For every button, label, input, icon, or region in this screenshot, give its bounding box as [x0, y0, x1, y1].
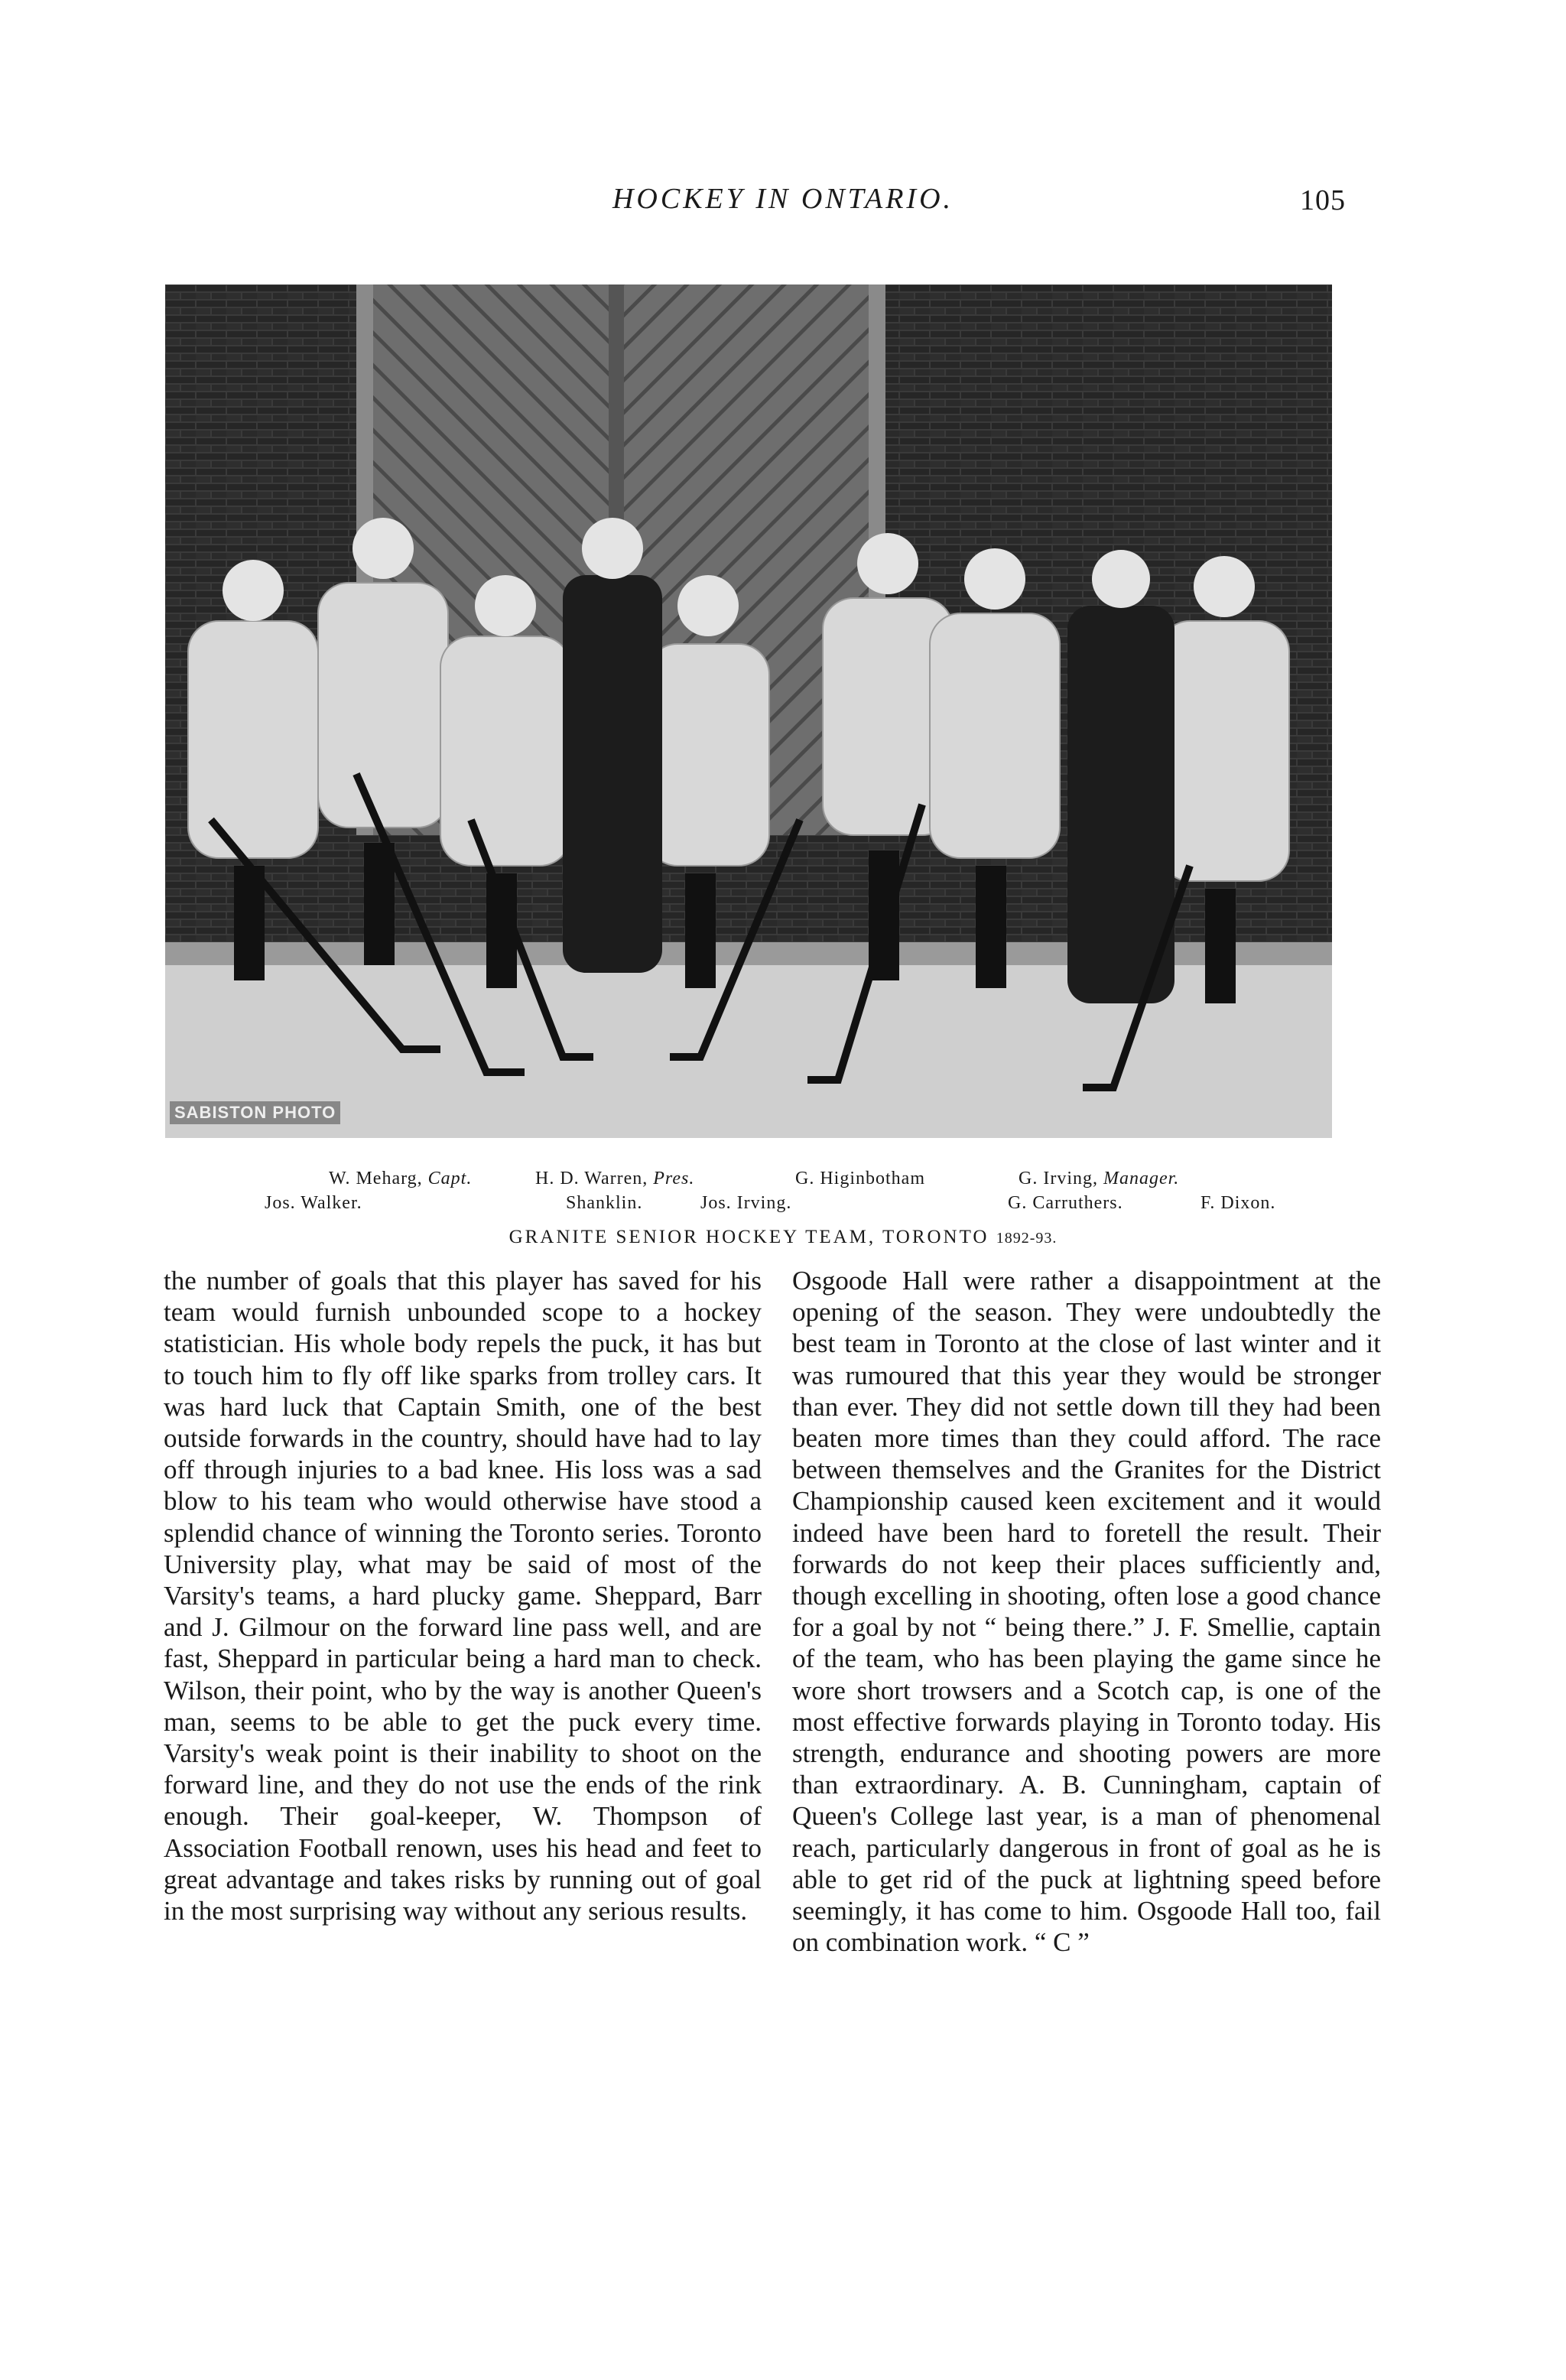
caption-name: Jos. Walker. — [265, 1193, 362, 1213]
left-column — [164, 1265, 762, 1926]
caption-name: G. Irving, Manager. — [1019, 1169, 1180, 1188]
team-photograph — [165, 284, 1332, 1138]
running-head — [0, 176, 1566, 229]
caption-name: G. Higinbotham — [795, 1169, 925, 1188]
page-number: 105 — [1300, 184, 1346, 216]
caption-title: GRANITE SENIOR HOCKEY TEAM, TORONTO 1892-93. — [508, 1227, 1058, 1247]
right-column — [792, 1265, 1381, 1958]
running-title: HOCKEY IN ONTARIO. — [612, 183, 954, 215]
right-column-text: Osgoode Hall were rather a disappointment at the opening of the season. They were undoubtedly the best team in Toronto at the close of last winter and it was rumoured that this year they would be stronger than ever. They did not settle down till they had been beaten more times than they could afford. The race between themselves and the Granites for the District Championship caused keen excitement and it would indeed have been hard to foretell the result. Their forwards do not keep their places sufficiently and, though excelling in shooting, often lose a good chance for a goal by not “ being there.” J. F. Smellie, captain of the team, who has been playing the game since he wore short trowsers and a Scotch cap, is one of the most effective forwards playing in Toronto today. His strength, endurance and shooting powers are more than extraordinary. A. B. Cunningham, captain of Queen's College last year, is a man of phenomenal reach, particularly dangerous in front of goal as he is able to get rid of the puck at lightning speed before seemingly, it has come to him. Osgoode Hall too, fail on combination work. “ C ” — [792, 1266, 1381, 1958]
photograph-illustration — [165, 284, 1332, 1138]
caption-name: Jos. Irving. — [700, 1193, 792, 1213]
left-column-text: the number of goals that this player has saved for his team would furnish unbounded scope to a hockey statistician. His whole body repels the puck, it has but to touch him to fly off like sparks from trolley cars. It was hard luck that Captain Smith, one of the best outside forwards in the country, should have had to lay off through injuries to a bad knee. His loss was a sad blow to his team who would otherwise have stood a splendid chance of winning the Toronto series. Toronto University play, what may be said of most of the Varsity's teams, a hard plucky game. Sheppard, Barr and J. Gilmour on the forward line pass well, and are fast, Sheppard in particular being a hard man to check. Wilson, their point, who by the way is another Queen's man, seems to be able to get the puck every time. Varsity's weak point is their inability to shoot on the forward line, and they do not use the ends of the rink enough. Their goal-keeper, W. Thompson of Association Football renown, uses his head and feet to great advantage and takes risks by running out of goal in the most surprising way without any serious results. — [164, 1266, 762, 1926]
caption-name: F. Dixon. — [1200, 1193, 1276, 1213]
caption-name: H. D. Warren, Pres. — [535, 1169, 695, 1188]
caption-name: G. Carruthers. — [1008, 1193, 1123, 1213]
photo-credit: SABISTON PHOTO — [170, 1101, 340, 1124]
caption-name: Shanklin. — [566, 1193, 643, 1213]
caption-name: W. Meharg, Capt. — [329, 1169, 473, 1188]
